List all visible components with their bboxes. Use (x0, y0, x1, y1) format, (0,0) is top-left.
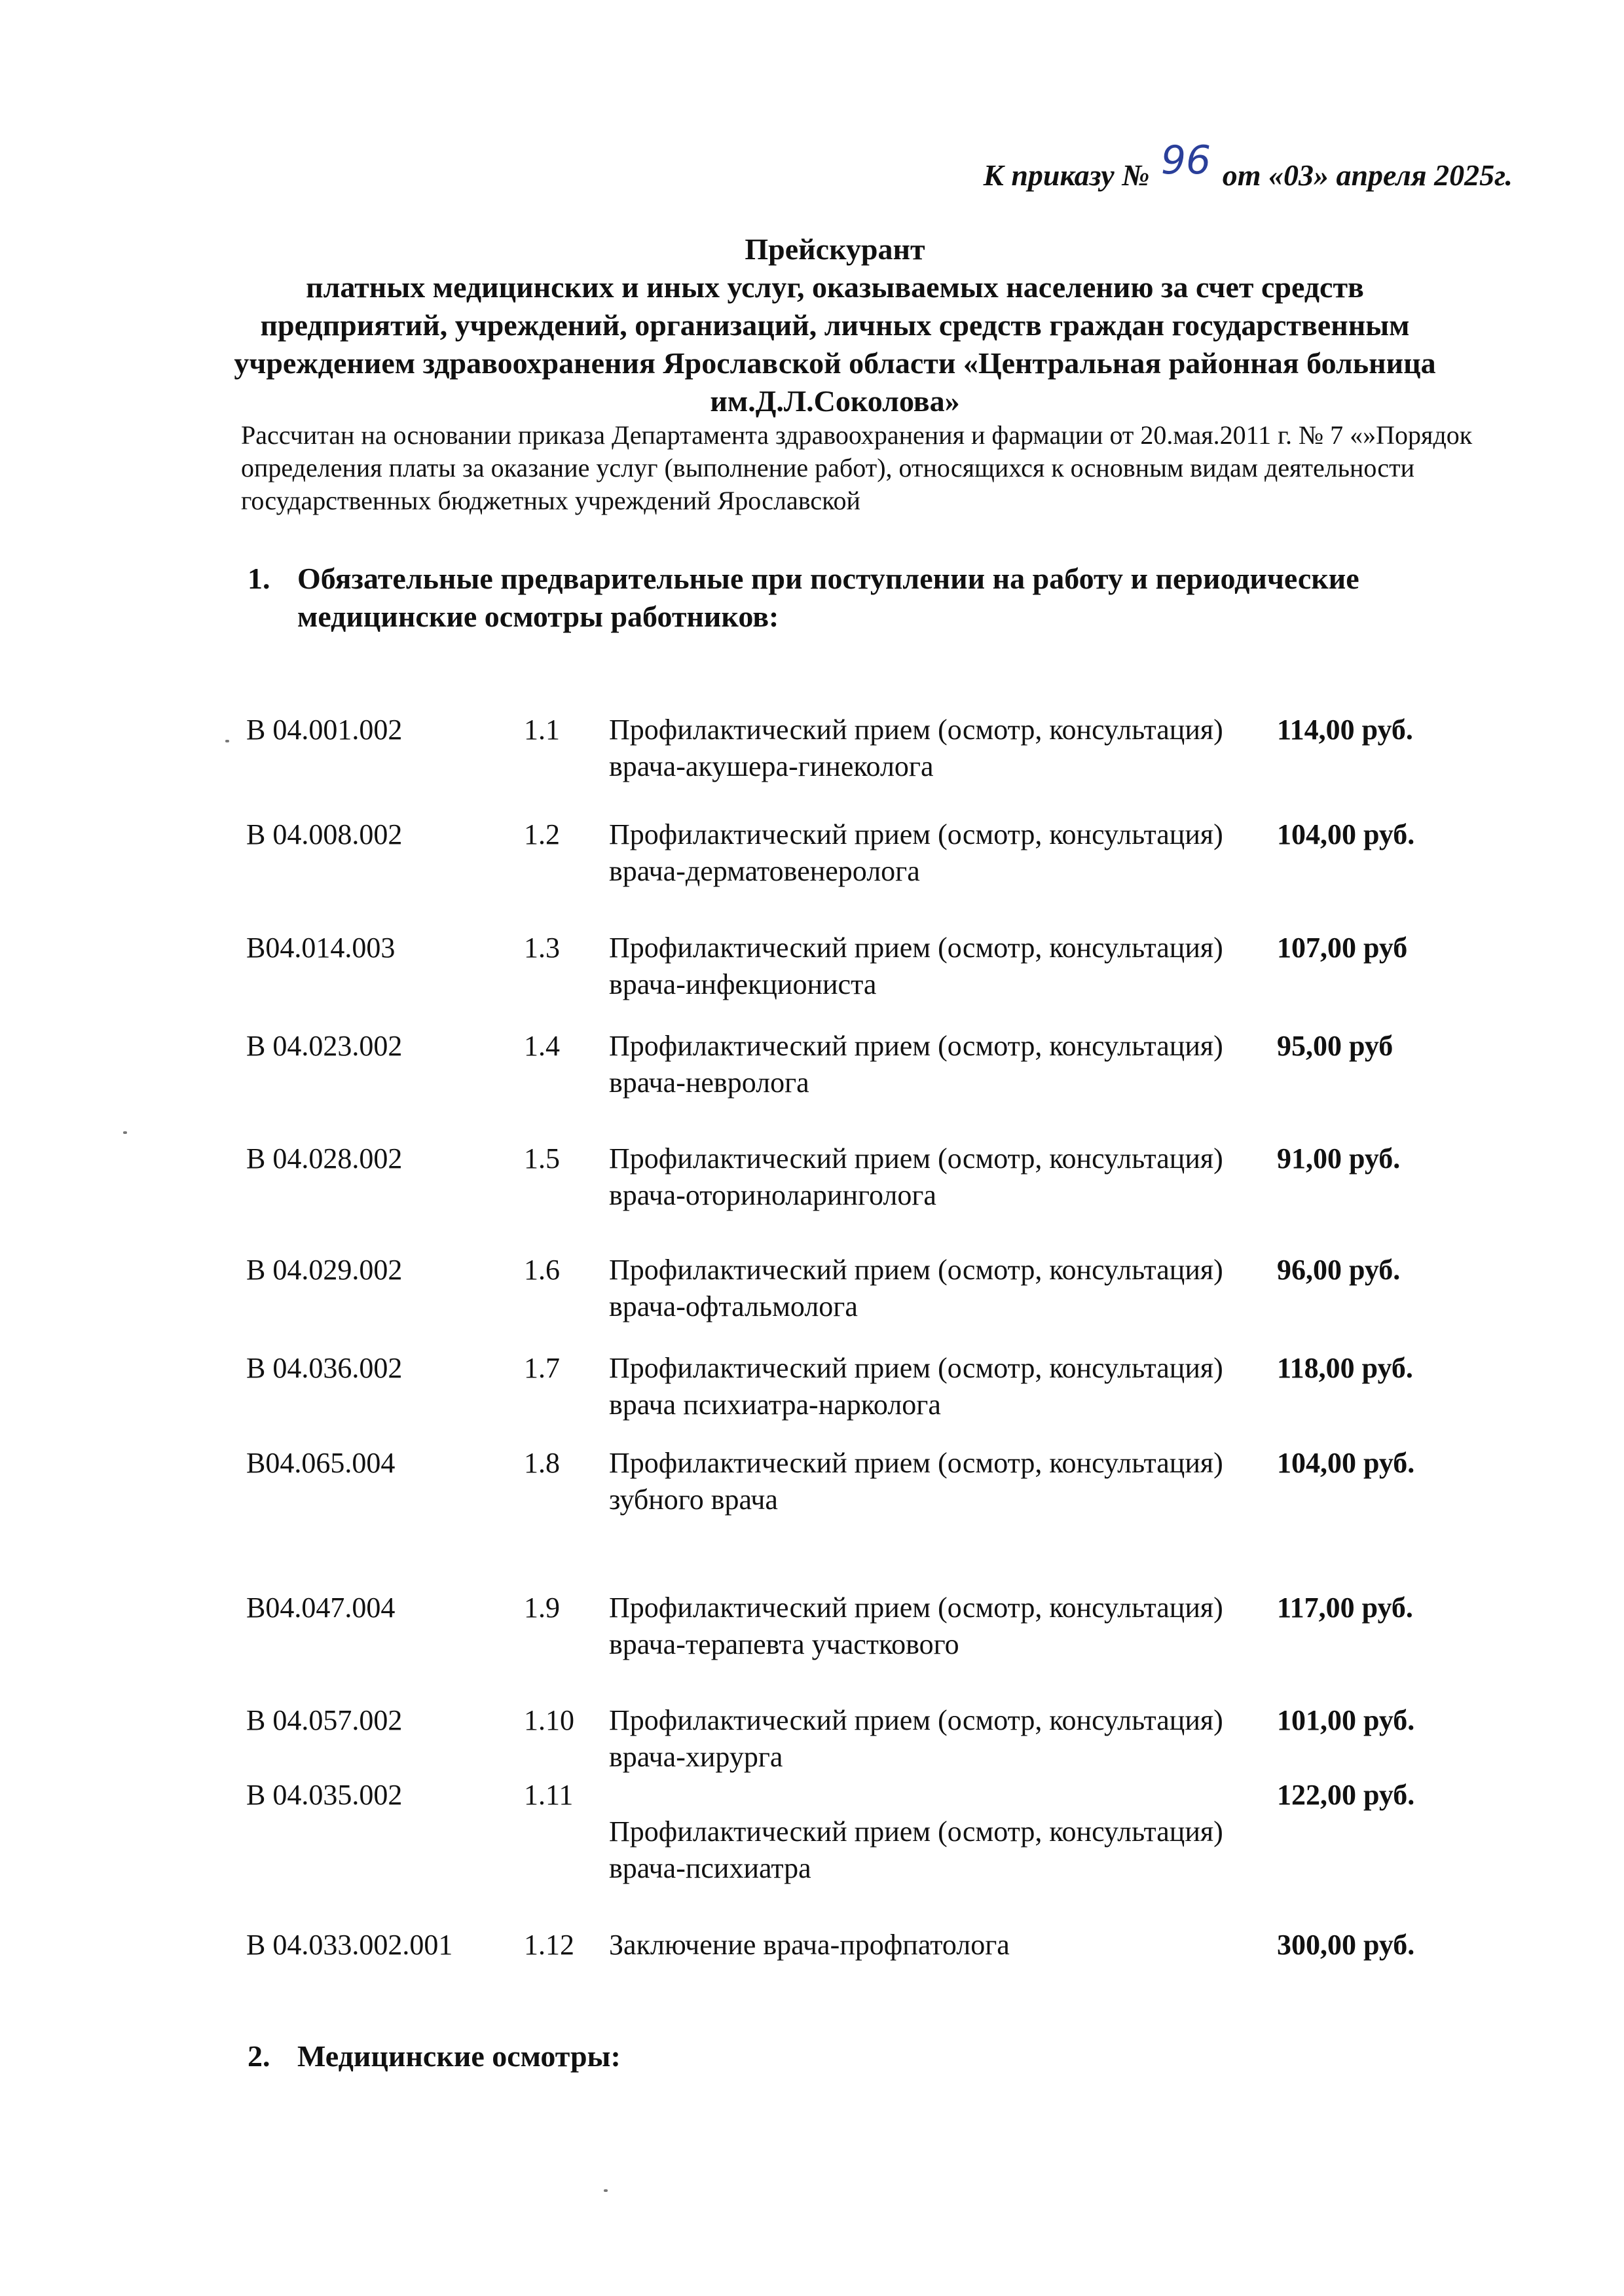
service-index: 1.10 (524, 1704, 574, 1736)
service-description: Профилактический прием (осмотр, консультация) врача-акушера-гинеколога (609, 714, 1223, 782)
basis-paragraph: Рассчитан на основании приказа Департамента здравоохранения и фармации от 20.мая.2011 г. № 7 «»Порядок определения платы за оказание услуг (выполнение работ), относящихся к основным видам деятельности государственных бюджетных учреждений Ярославской (241, 420, 1473, 515)
service-description: Профилактический прием (осмотр, консультация) врача-офтальмолога (609, 1254, 1223, 1322)
service-description: Профилактический прием (осмотр, консультация) врача-дерматовенеролога (609, 818, 1223, 887)
service-index: 1.6 (524, 1254, 560, 1286)
service-code: В 04.023.002 (246, 1030, 403, 1062)
service-description: Профилактический прием (осмотр, консультация) врача-невролога (609, 1030, 1223, 1099)
service-code: В 04.036.002 (246, 1352, 403, 1384)
scan-speck (604, 2189, 608, 2192)
service-code: В04.065.004 (246, 1447, 396, 1479)
service-index: 1.3 (524, 932, 560, 964)
scan-speck (225, 740, 229, 742)
service-index: 1.7 (524, 1352, 560, 1384)
service-description: Профилактический прием (осмотр, консультация) врача-хирурга (609, 1704, 1223, 1773)
service-description: Профилактический прием (осмотр, консультация) врача психиатра-нарколога (609, 1352, 1223, 1421)
service-index: 1.1 (524, 714, 560, 746)
document-title: Прейскурант (745, 232, 925, 266)
service-code: В 04.028.002 (246, 1142, 403, 1175)
service-code: В 04.029.002 (246, 1254, 403, 1286)
service-price: 118,00 руб. (1277, 1352, 1413, 1384)
order-reference (983, 137, 1513, 195)
service-price: 114,00 руб. (1277, 714, 1413, 746)
section-title: Медицинские осмотры: (297, 2039, 621, 2073)
service-code: В 04.008.002 (246, 818, 403, 850)
service-index: 1.5 (524, 1142, 560, 1175)
service-price: 101,00 руб. (1277, 1704, 1415, 1736)
service-index: 1.2 (524, 818, 560, 850)
service-description: Профилактический прием (осмотр, консультация) зубного врача (609, 1447, 1223, 1516)
section-heading-2 (248, 2037, 1456, 2075)
service-price: 104,00 руб. (1277, 818, 1415, 850)
service-index: 1.12 (524, 1929, 574, 1961)
service-price: 104,00 руб. (1277, 1447, 1415, 1479)
service-description: Профилактический прием (осмотр, консультация) врача-терапевта участкового (609, 1592, 1223, 1660)
service-description: Профилактический прием (осмотр, консультация) врача-оториноларинголога (609, 1142, 1223, 1211)
order-ref-prefix: К приказу № (983, 158, 1150, 192)
service-description: Профилактический прием (осмотр, консультация) врача-психиатра (609, 1815, 1223, 1884)
document-subtitle: платных медицинских и иных услуг, оказываемых населению за счет средств предприятий, учреждений, организаций, личных средств граждан государственным учреждением здравоохранения Ярославской области «Центральная районная больница им.Д.Л.Соколова» (234, 270, 1436, 418)
service-price: 107,00 руб (1277, 932, 1408, 964)
service-code: В 04.035.002 (246, 1779, 403, 1811)
service-price: 122,00 руб. (1277, 1779, 1415, 1811)
section-number: 2. (248, 2039, 270, 2073)
section-heading-1 (248, 560, 1456, 636)
service-index: 1.11 (524, 1779, 574, 1811)
service-code: В 04.033.002.001 (246, 1929, 453, 1961)
service-description: Профилактический прием (осмотр, консультация) врача-инфекциониста (609, 932, 1223, 1000)
service-code: В04.014.003 (246, 932, 396, 964)
service-price: 300,00 руб. (1277, 1929, 1415, 1961)
scan-speck (123, 1131, 127, 1134)
section-number: 1. (248, 562, 270, 595)
service-code: В04.047.004 (246, 1592, 396, 1624)
service-index: 1.4 (524, 1030, 560, 1062)
service-price: 96,00 руб. (1277, 1254, 1401, 1286)
service-index: 1.8 (524, 1447, 560, 1479)
service-price: 117,00 руб. (1277, 1592, 1413, 1624)
service-index: 1.9 (524, 1592, 560, 1624)
service-code: В 04.001.002 (246, 714, 403, 746)
service-price: 95,00 руб (1277, 1030, 1393, 1062)
service-price: 91,00 руб. (1277, 1142, 1401, 1175)
service-description: Заключение врача-профпатолога (609, 1929, 1010, 1961)
order-ref-suffix: от «03» апреля 2025г. (1222, 158, 1513, 192)
service-code: В 04.057.002 (246, 1704, 403, 1736)
order-number-handwritten: 96 (1160, 137, 1211, 183)
section-title: Обязательные предварительные при поступлении на работу и периодические медицинские осмотры работников: (297, 562, 1359, 633)
title-block (216, 230, 1454, 420)
